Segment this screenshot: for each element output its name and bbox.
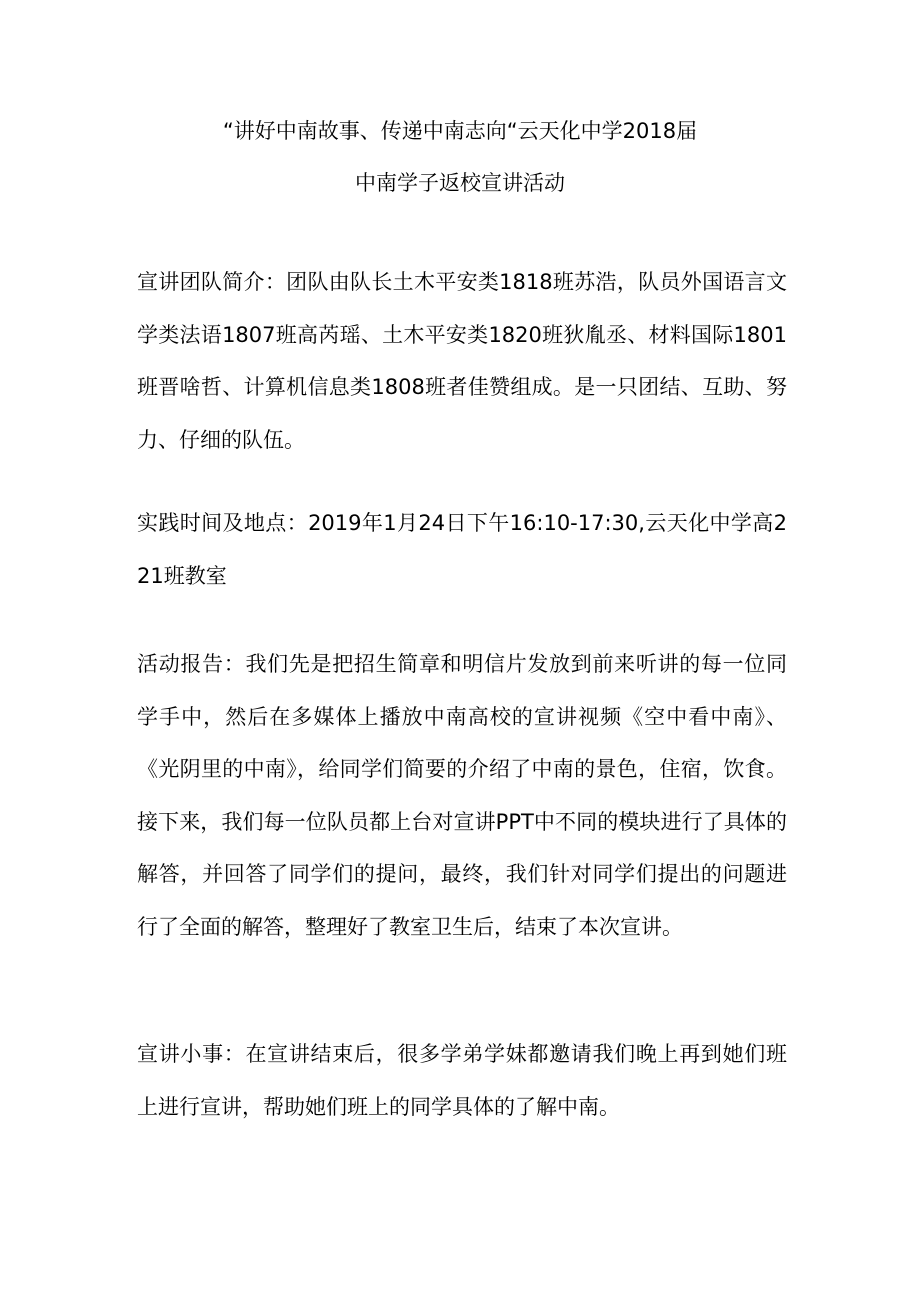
document-title-line-1: “讲好中南故事、传递中南志向“云天化中学2018届 <box>222 119 698 143</box>
activity-report-paragraph: 活动报告：我们先是把招生简章和明信片发放到前来听讲的每一位同学手中，然后在多媒体上播放中南高校的宣讲视频《空中看中南》、《光阴里的中南》，给同学们简要的介绍了中南的景色，住宿，饮食。接下来，我们每一位队员都上台对宣讲PPT中不同的模块进行了具体的解答，并回答了同学们的提问，最终，我们针对同学们提出的问题进行了全面的解答，整理好了教室卫生后，结束了本次宣讲。 <box>137 652 787 939</box>
time-place-paragraph: 实践时间及地点：2019年1月24日下午16:10-17:30,云天化中学高221班教室 <box>137 511 787 588</box>
document-title-line-2: 中南学子返校宣讲活动 <box>355 171 565 195</box>
lecture-story-paragraph: 宣讲小事：在宣讲结束后，很多学弟学妹都邀请我们晚上再到她们班上进行宣讲，帮助她们班上的同学具体的了解中南。 <box>137 1042 787 1119</box>
team-intro-paragraph: 宣讲团队简介：团队由队长土木平安类1818班苏浩，队员外国语言文学类法语1807班高芮瑶、土木平安类1820班狄胤丞、材料国际1801班晋啥哲、计算机信息类1808班者佳赞组成。是一只团结、互助、努力、仔细的队伍。 <box>137 270 787 452</box>
